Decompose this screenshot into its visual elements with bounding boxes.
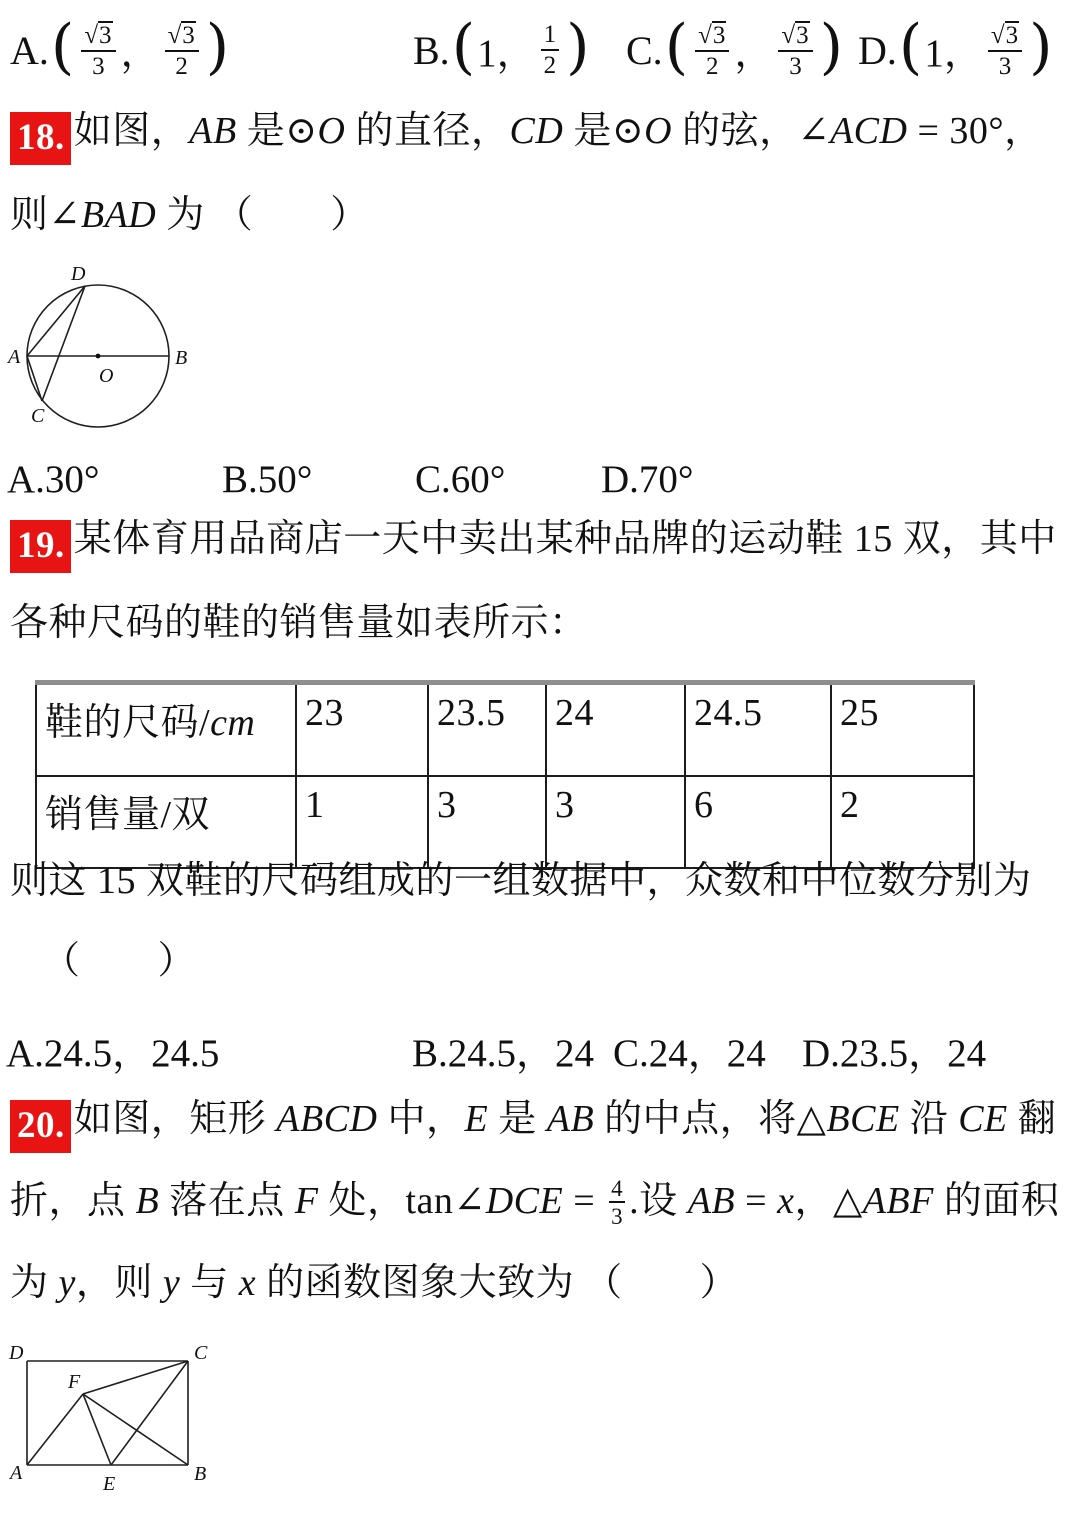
text-run: .设	[629, 1180, 688, 1222]
text-run: 为	[10, 1262, 59, 1304]
center-point	[96, 354, 101, 359]
big-paren: (	[664, 12, 689, 82]
math-italic: ACD	[829, 110, 908, 152]
option-label: A.	[10, 27, 49, 73]
table-cell: 2	[831, 776, 974, 868]
q19-stem-line3	[10, 854, 1032, 909]
option-b	[413, 14, 592, 86]
fraction-denominator: 2	[175, 53, 188, 80]
big-paren: )	[1029, 12, 1053, 82]
big-paren: (	[50, 12, 75, 82]
point-label-O: O	[99, 365, 114, 387]
text-run: =	[563, 1180, 606, 1222]
fraction-denominator: 2	[543, 52, 557, 79]
math-italic: x	[777, 1180, 795, 1222]
q19-stem-line2	[10, 596, 588, 651]
option-a: A.24.5，24.5	[6, 1032, 220, 1075]
text-run: =	[735, 1180, 778, 1222]
text-run: 中，	[377, 1098, 465, 1140]
text-run: = 30°，	[907, 110, 1043, 152]
fraction	[778, 21, 812, 79]
text-run: ，	[734, 32, 774, 75]
segment-CE	[111, 1361, 188, 1465]
radicand: 3	[182, 22, 195, 49]
text-run: 如图，	[73, 110, 190, 152]
q19-options-row	[0, 1018, 1080, 1090]
math-italic: O	[317, 110, 346, 152]
text-run: 各种尺码的鞋的销售量如表所示：	[10, 602, 588, 644]
text-run: 的弦，∠	[672, 110, 830, 152]
option-label: B.	[413, 27, 450, 73]
option-c: C.60°	[415, 458, 506, 501]
q19-stem-text4	[42, 940, 196, 982]
math-italic: E	[464, 1098, 489, 1140]
segment-AC	[27, 356, 42, 401]
text-run: 是⊙	[563, 110, 645, 152]
text-run: ，	[120, 32, 160, 75]
option-label: D.	[858, 27, 897, 73]
q20-number-badge: 20.	[10, 1100, 71, 1153]
math-italic: AB	[546, 1098, 595, 1140]
q20-stem-line3	[10, 1256, 738, 1311]
text-run: 是⊙	[236, 110, 318, 152]
table-cell: 1	[296, 776, 428, 868]
radicand: 3	[1005, 22, 1019, 49]
segment-DC	[42, 286, 85, 401]
option-d	[858, 14, 1054, 86]
q18-stem-text2	[10, 194, 369, 236]
table-cell: 25	[831, 683, 974, 777]
text-run: 折，点	[10, 1180, 136, 1222]
fraction-numerator: 4	[611, 1175, 624, 1201]
q19-number-badge: 19.	[10, 520, 71, 573]
math-italic: ABF	[862, 1180, 934, 1222]
text-run: 1，	[477, 32, 536, 75]
text-run: 1，	[924, 32, 983, 75]
table-cell: 24	[546, 683, 685, 777]
radical-sign: √	[84, 22, 99, 49]
table-cell: 3	[546, 776, 685, 868]
q19-stem-text3	[10, 860, 1032, 902]
fraction-denominator: 2	[705, 53, 719, 80]
radical-sign: √	[698, 22, 712, 49]
q18-stem-text1	[74, 110, 1043, 152]
q18-number-badge: 18.	[10, 112, 71, 165]
point-label-A: A	[8, 346, 21, 368]
segment-FE	[83, 1394, 111, 1465]
math-italic: AB	[189, 110, 237, 152]
q18-options-row	[0, 444, 1080, 516]
point-label-B: B	[194, 1463, 207, 1485]
fraction-denominator: 3	[92, 53, 105, 80]
radical-sign: √	[990, 22, 1005, 49]
point-label-B: B	[175, 347, 188, 369]
fraction-numerator	[81, 21, 115, 52]
text-run: 如图，矩形	[73, 1098, 277, 1140]
text-run: 是	[488, 1098, 547, 1140]
text-run: 则∠	[10, 194, 81, 236]
big-paren: )	[566, 12, 590, 82]
math-italic: CE	[958, 1098, 1008, 1140]
math-italic: y	[162, 1262, 181, 1304]
point-label-C: C	[194, 1342, 208, 1364]
q20-rectangle-diagram	[5, 1332, 220, 1524]
fraction-numerator	[988, 21, 1022, 52]
fraction	[609, 1177, 625, 1228]
q19-stem-text2	[10, 602, 588, 644]
text-run: ，则	[75, 1262, 163, 1304]
text-run: 翻	[1007, 1098, 1057, 1140]
q19-stem-line1	[10, 512, 1057, 573]
text-run: 与	[180, 1262, 239, 1304]
q18-circle-diagram	[5, 260, 220, 452]
q20-stem-line2	[10, 1174, 1059, 1230]
math-italic: F	[294, 1180, 319, 1222]
fraction	[695, 21, 729, 79]
point-label-C: C	[31, 405, 45, 427]
point-label-D: D	[9, 1342, 24, 1364]
fraction-numerator	[778, 21, 812, 52]
math-italic: y	[58, 1262, 76, 1304]
fraction-denominator: 3	[611, 1203, 624, 1229]
math-italic: BAD	[80, 194, 157, 236]
fraction	[165, 21, 199, 79]
big-paren: )	[819, 12, 844, 82]
segment-FB	[83, 1394, 188, 1465]
table-row	[36, 683, 974, 777]
point-label-A: A	[10, 1462, 23, 1484]
question17-options-row	[0, 14, 1080, 86]
text-run: 鞋的尺码/	[45, 702, 211, 744]
segment-AF	[27, 1394, 83, 1465]
option-d: D.23.5，24	[802, 1032, 987, 1075]
q19-stem-line4	[42, 934, 196, 989]
point-label-D: D	[71, 263, 86, 285]
big-paren: (	[898, 12, 923, 82]
text-run: 某体育用品商店一天中卖出某种品牌的运动鞋 15 双，其中	[73, 518, 1057, 560]
shoe-sales-table	[35, 680, 975, 869]
text-run: 的函数图象大致为 （ ）	[256, 1262, 739, 1304]
text-run: 处，tan∠	[318, 1180, 486, 1222]
table-cell: 24.5	[685, 683, 831, 777]
text-run: 沿	[899, 1098, 959, 1140]
option-b: B.50°	[222, 458, 313, 501]
point-label-F: F	[68, 1371, 81, 1393]
radical-sign: √	[167, 22, 182, 49]
text-run: 的直径，	[345, 110, 510, 152]
option-c: C.24，24	[613, 1032, 766, 1075]
table-cell	[36, 683, 296, 777]
math-italic: B	[135, 1180, 160, 1222]
radicand: 3	[99, 22, 112, 49]
math-italic: CD	[509, 110, 564, 152]
text-run: 为 （ ）	[156, 194, 369, 236]
segment-FC	[83, 1361, 188, 1394]
text-run: ，△	[794, 1180, 863, 1222]
q20-stem-text1	[74, 1098, 1057, 1140]
option-label: C.	[626, 27, 663, 73]
table-cell: 23.5	[428, 683, 546, 777]
table-cell: 6	[685, 776, 831, 868]
fraction	[541, 22, 560, 78]
radicand: 3	[796, 22, 809, 49]
fraction-numerator	[695, 21, 729, 52]
q20-stem-text2	[10, 1175, 1060, 1229]
option-a	[10, 14, 231, 86]
math-italic: cm	[210, 702, 256, 744]
math-italic: BCE	[826, 1098, 900, 1140]
table-cell: 3	[428, 776, 546, 868]
fraction	[81, 21, 115, 79]
text-run: （ ）	[42, 940, 197, 982]
option-d: D.70°	[601, 458, 694, 501]
text-run: 的面积	[933, 1180, 1060, 1222]
point-label-E: E	[103, 1473, 116, 1495]
radicand: 3	[712, 22, 726, 49]
text-run: 的中点，将△	[594, 1098, 827, 1140]
big-paren: (	[451, 12, 476, 82]
text-run: 落在点	[159, 1180, 295, 1222]
fraction	[988, 21, 1022, 79]
math-italic: DCE	[485, 1180, 564, 1222]
table-cell: 23	[296, 683, 428, 777]
math-italic: x	[238, 1262, 257, 1304]
q19-stem-text1	[74, 518, 1057, 560]
big-paren: )	[205, 12, 230, 82]
fraction-denominator: 3	[998, 53, 1012, 80]
table-cell: 销售量/双	[36, 776, 296, 868]
q18-stem-line1	[10, 104, 1043, 165]
option-a: A.30°	[7, 458, 100, 501]
math-italic: ABCD	[276, 1098, 378, 1140]
fraction-numerator	[165, 21, 199, 52]
q18-stem-line2	[10, 188, 369, 243]
q20-stem-text3	[10, 1262, 738, 1304]
option-c	[626, 14, 845, 86]
option-b: B.24.5，24	[412, 1032, 595, 1075]
text-run: 则这 15 双鞋的尺码组成的一组数据中，众数和中位数分别为	[10, 860, 1032, 902]
math-italic: O	[644, 110, 673, 152]
radical-sign: √	[781, 22, 796, 49]
math-italic: AB	[687, 1180, 736, 1222]
q20-stem-line1	[10, 1092, 1056, 1153]
fraction-denominator: 3	[789, 53, 802, 80]
fraction-numerator: 1	[541, 22, 560, 51]
